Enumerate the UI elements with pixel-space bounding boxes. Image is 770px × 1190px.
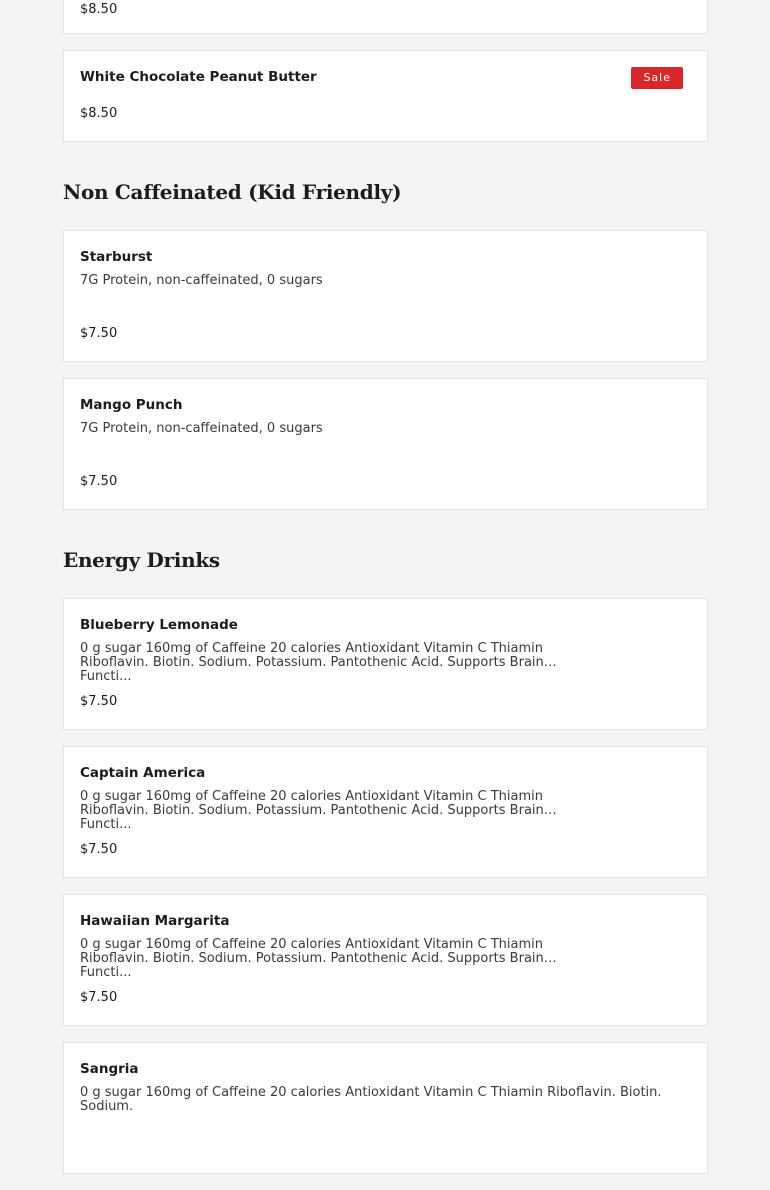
item-description: 0 g sugar 160mg of Caffeine 20 calories Antioxidant Vitamin C Thiamin Riboflavin. Biotin. Sodium. Potassium. Pantothenic Acid. Supports Brain Functi... <box>80 641 544 684</box>
item-description: 0 g sugar 160mg of Caffeine 20 calories Antioxidant Vitamin C Thiamin Riboflavin. Biotin. Sodium. Potassium. Pantothenic Acid. Supports Brain Functi... <box>80 789 544 832</box>
menu-item-card[interactable] <box>63 378 708 510</box>
item-price: $7.50 <box>80 990 118 1005</box>
menu-item-card[interactable] <box>63 1042 708 1174</box>
item-description: 7G Protein, non-caffeinated, 0 sugars <box>80 273 323 288</box>
item-name: Hawaiian Margarita <box>80 913 230 929</box>
item-price: $8.50 <box>80 106 118 121</box>
item-price: $8.50 <box>80 2 118 17</box>
menu-item-card[interactable] <box>63 598 708 730</box>
menu-item-card[interactable] <box>63 0 708 34</box>
item-name: Starburst <box>80 249 153 265</box>
item-name: Blueberry Lemonade <box>80 617 238 633</box>
menu-item-card[interactable] <box>63 894 708 1026</box>
menu-item-card[interactable] <box>63 746 708 878</box>
section-title-non-caffeinated: Non Caffeinated (Kid Friendly) <box>63 180 402 204</box>
menu-content <box>63 0 708 1190</box>
menu-item-card[interactable] <box>63 230 708 362</box>
item-price: $7.50 <box>80 842 118 857</box>
item-name: Sangria <box>80 1061 139 1077</box>
sale-badge: Sale <box>631 67 683 89</box>
menu-item-card[interactable] <box>63 50 708 142</box>
item-name: Mango Punch <box>80 397 183 413</box>
item-price: $7.50 <box>80 474 118 489</box>
item-name: White Chocolate Peanut Butter <box>80 69 317 85</box>
item-price: $7.50 <box>80 326 118 341</box>
item-price: $7.50 <box>80 694 118 709</box>
section-title-energy-drinks: Energy Drinks <box>63 548 220 572</box>
item-description: 0 g sugar 160mg of Caffeine 20 calories Antioxidant Vitamin C Thiamin Riboflavin. Biotin. Sodium. Potassium. Pantothenic Acid. Supports Brain Functi... <box>80 937 544 980</box>
item-description: 7G Protein, non-caffeinated, 0 sugars <box>80 421 323 436</box>
item-name: Captain America <box>80 765 206 781</box>
item-description: 0 g sugar 160mg of Caffeine 20 calories Antioxidant Vitamin C Thiamin Riboflavin. Biotin. Sodium. <box>80 1085 662 1114</box>
